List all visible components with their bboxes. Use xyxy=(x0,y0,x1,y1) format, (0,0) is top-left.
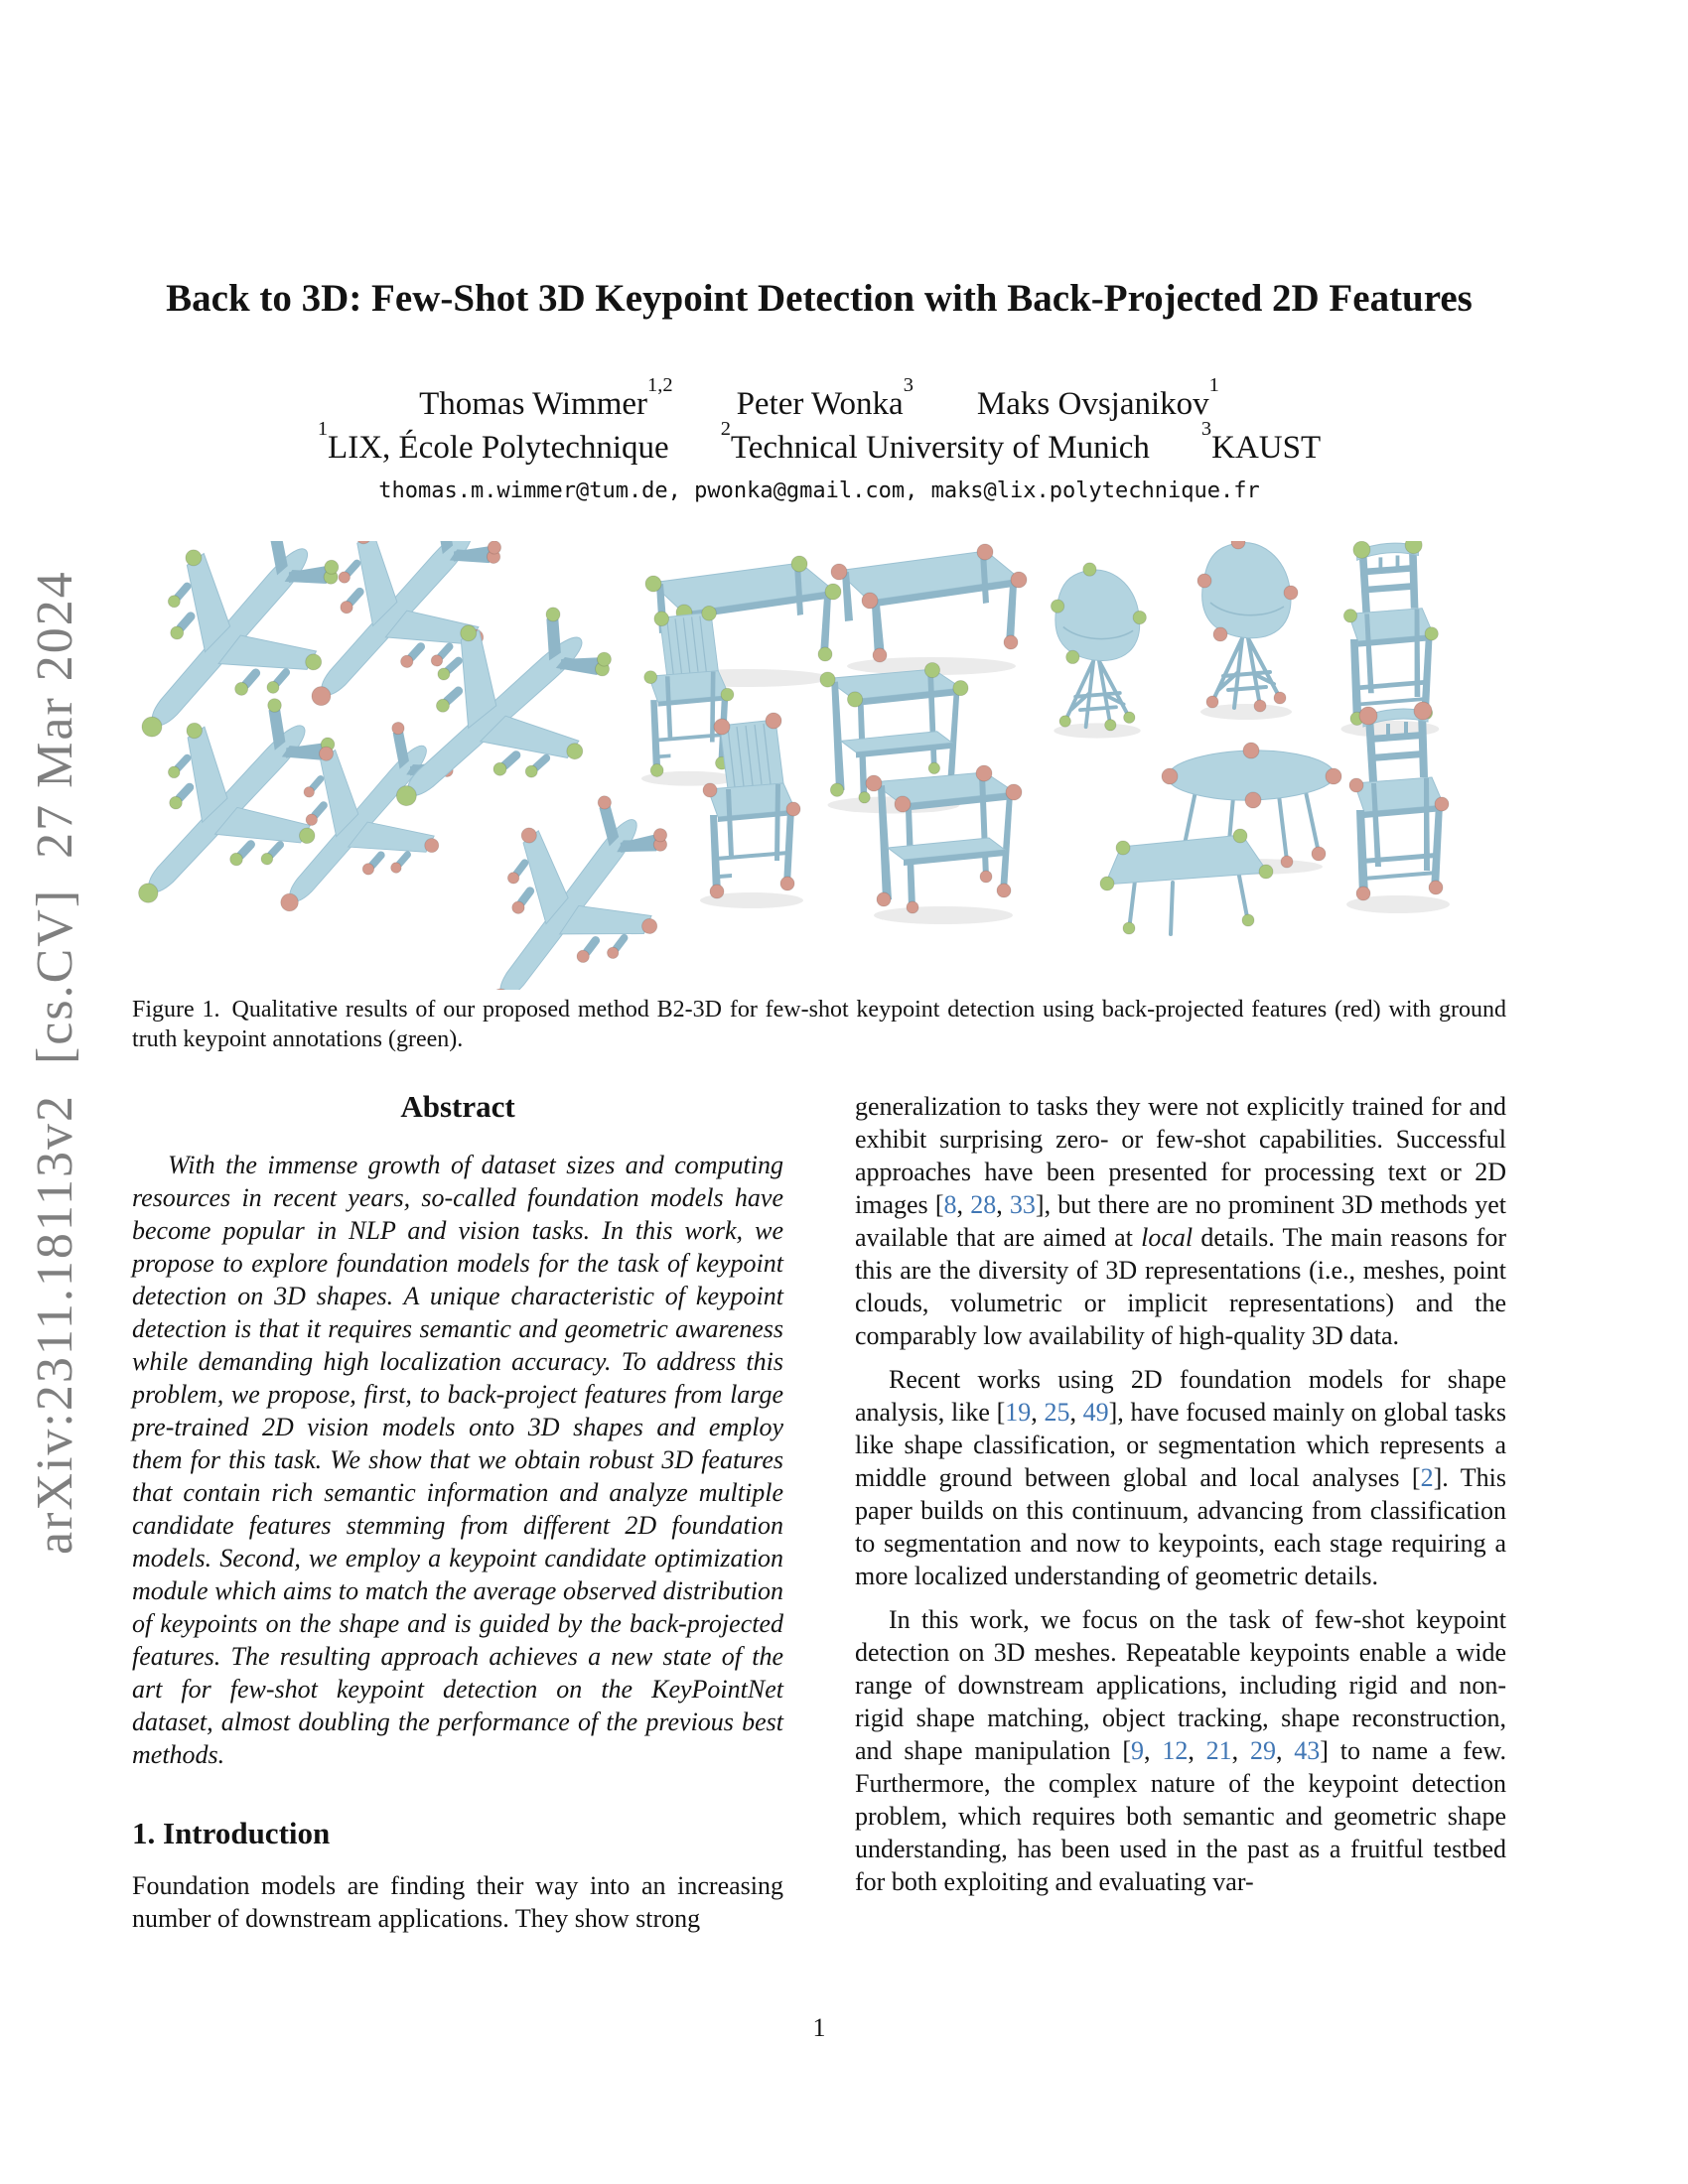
affiliation-marker: 1 xyxy=(317,417,329,440)
figure-object-tablet xyxy=(1100,829,1273,934)
figure-caption-label: Figure 1. xyxy=(132,997,220,1023)
intro-paragraph: Foundation models are finding their way into an increasing number of downstream applications. They show strong xyxy=(132,1871,783,1933)
paragraph: generalization to tasks they were not explicitly trained for and exhibit surprising zero- or few-shot capabilities. Successful approaches have been presented for processing text or 2D images [8, 28, 33], but there are no prominent 3D methods yet available that are aimed at local details. The main reasons for this are the diversity of 3D representations (i.e., meshes, point clouds, volumetric or implicit representations) and the comparably low availability of high-quality 3D data. xyxy=(855,1092,1507,1350)
author-line xyxy=(132,373,1506,423)
citation-link[interactable]: 9 xyxy=(1131,1736,1145,1765)
citation-link[interactable]: 21 xyxy=(1205,1736,1232,1765)
citation-link[interactable]: 33 xyxy=(1009,1190,1036,1219)
citation-link[interactable]: 19 xyxy=(1005,1398,1032,1427)
affiliation-marker: 3 xyxy=(1200,417,1212,440)
citation-link[interactable]: 8 xyxy=(943,1190,957,1219)
figure-object-airplane xyxy=(429,762,707,990)
abstract-text: With the immense growth of dataset sizes and computing resources in recent years, so-called foundation models have become popular in NLP and vision tasks. In this work, we propose to explore foundation models for the task of keypoint detection on 3D shapes. A unique characteristic of keypoint detection is that it requires semantic and geometric awareness while demanding high localization accuracy. To address this problem, we propose, first, to back-project features from large pre-trained 2D vision models onto 3D shapes and employ them for this task. We show that we obtain robust 3D features that contain rich semantic information and analyze multiple candidate features stemming from different 2D foundation models. Second, we employ a keypoint candidate optimization module which aims to match the average observed distribution of keypoints on the shape and is guided by the back-projected features. The resulting approach achieves a new state of the art for few-shot keypoint detection on the KeyPointNet dataset, almost doubling the performance of the previous best methods. xyxy=(132,1151,783,1769)
paragraph: Recent works using 2D foundation models for shape analysis, like [19, 25, 49], have focused mainly on global tasks like shape classification, or segmentation which represents a middle ground between global and local analyses [2]. This paper builds on this continuum, advancing from classification to segmentation and now to keypoints, each stage requiring a more localized understanding of geometric details. xyxy=(855,1365,1507,1590)
figure-caption-text: Qualitative results of our proposed method B2-3D for few-shot keypoint detection using back-projected features (red) with ground truth keypoint annotations (green). xyxy=(132,997,1506,1052)
author-name: Maks Ovsjanikov$^1$ xyxy=(976,373,1219,422)
author-affiliation-marker: 1 xyxy=(1208,373,1219,396)
figure-object-eames xyxy=(1051,563,1146,739)
figure-object-bench xyxy=(831,544,1027,675)
author-name: Thomas Wimmer$^{1,2}$ xyxy=(419,373,673,422)
citation-link[interactable]: 49 xyxy=(1082,1398,1109,1427)
left-column xyxy=(132,1090,783,1935)
abstract-heading: Abstract xyxy=(400,1089,515,1124)
citation-link[interactable]: 29 xyxy=(1249,1736,1276,1765)
figure-object-eames xyxy=(1197,541,1298,720)
citation-link[interactable]: 25 xyxy=(1044,1398,1070,1427)
right-column xyxy=(855,1090,1506,1898)
citation-link[interactable]: 2 xyxy=(1420,1463,1434,1492)
affiliation-line xyxy=(132,417,1506,467)
arxiv-stamp: arXiv:2311.18113v2 [cs.CV] 27 Mar 2024 xyxy=(27,570,83,1555)
emphasized-text: local xyxy=(1141,1223,1194,1252)
author-emails[interactable]: thomas.m.wimmer@tum.de, pwonka@gmail.com, maks@lix.polytechnique.fr xyxy=(378,478,1260,503)
citation-link[interactable]: 12 xyxy=(1162,1736,1189,1765)
affiliation: $^1$LIX, École Polytechnique xyxy=(317,417,669,466)
page-number: 1 xyxy=(812,2013,826,2042)
section-heading-introduction: 1. Introduction xyxy=(132,1816,331,1850)
author-affiliation-marker: 3 xyxy=(903,373,914,396)
figure-object-shelft xyxy=(866,765,1022,924)
figure-object-chairw xyxy=(700,713,803,908)
author-name: Peter Wonka$^3$ xyxy=(736,373,914,422)
affiliation: $^3$KAUST xyxy=(1200,417,1322,466)
author-affiliation-marker: 1,2 xyxy=(647,373,673,396)
paper-title: Back to 3D: Few-Shot 3D Keypoint Detection with Back-Projected 2D Features xyxy=(166,277,1473,320)
citation-link[interactable]: 43 xyxy=(1294,1736,1321,1765)
paragraph: In this work, we focus on the task of few-shot keypoint detection on 3D meshes. Repeatable keypoints enable a wide range of downstream applications, including rigid and non-rigid shape matching, object tracking, shape reconstruction, and shape manipulation [9, 12, 21, 29, 43] to name a few. Furthermore, the complex nature of the keypoint detection problem, which requires both semantic and geometric shape understanding, has been used in the past as a fruitful testbed for both exploiting and evaluating var- xyxy=(855,1605,1507,1896)
affiliation-marker: 2 xyxy=(720,417,731,440)
citation-link[interactable]: 28 xyxy=(970,1190,997,1219)
figure-1-caption xyxy=(132,995,1506,1054)
figure-1-render xyxy=(109,541,1589,990)
figure-object-chairw xyxy=(641,606,737,785)
affiliation: $^2$Technical University of Munich xyxy=(720,417,1150,466)
figure-1 xyxy=(109,541,1589,990)
